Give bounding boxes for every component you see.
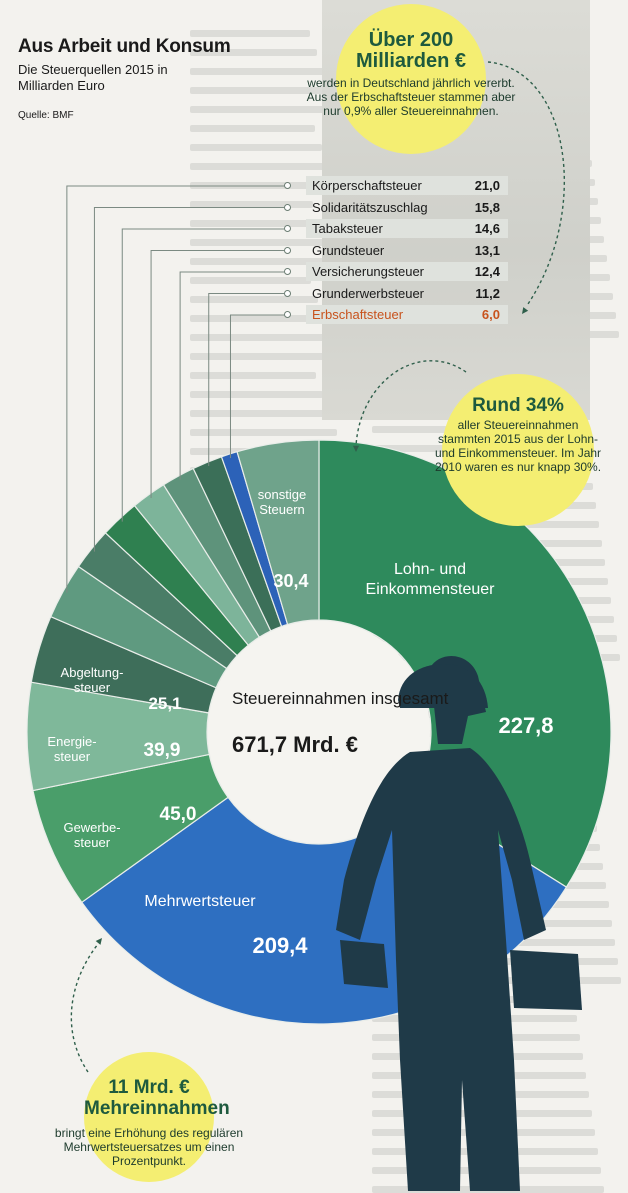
worker-silhouette-part (510, 950, 582, 1010)
table-row-value: 12,4 (474, 264, 500, 279)
slice-name-line: Abgeltung- (60, 665, 124, 680)
value-label-mehrwertsteuer: 209,4 (252, 933, 308, 958)
table-row-value: 11,2 (475, 285, 500, 301)
table-row-value: 13,1 (474, 242, 500, 258)
slice-name-line: Mehrwertsteuer (144, 893, 256, 910)
table-row (306, 219, 508, 238)
arrow-to-erbschaftsteuer-head (522, 307, 528, 314)
slice-name-line: Energie- (47, 734, 97, 749)
arrow-to-vat-slice (71, 944, 98, 1072)
value-label-lohn-und-einkommensteuer: 227,8 (498, 713, 554, 738)
table-row-name: Körperschaftsteuer (312, 178, 422, 193)
table-row-name: Solidaritätszuschlag (312, 199, 428, 215)
slice-name-energy (47, 734, 96, 764)
connector-erbschaftsteuer (230, 315, 284, 458)
value-label-sonstige-steuern: 30,4 (273, 571, 309, 591)
chart-subtitle: Die Steuerquellen 2015 in Milliarden Euro (18, 62, 168, 93)
bubble-income-share (434, 374, 602, 526)
table-connector-dot (284, 182, 291, 189)
table-row (306, 305, 508, 324)
total-value: 671,7 Mrd. € (232, 732, 358, 757)
slice-name-line: Einkommensteuer (365, 581, 495, 598)
table-connector-dot (284, 311, 291, 318)
table-row-name: Tabaksteuer (312, 221, 383, 236)
chart-source: Quelle: BMF (18, 110, 74, 121)
slice-name-line: steuer (53, 749, 91, 764)
connector-grunderwerbsteuer (209, 294, 284, 466)
table-row-name: Versicherungsteuer (312, 264, 425, 279)
table-row (306, 241, 508, 260)
table-connector-dot (284, 204, 291, 211)
table-row-value: 15,8 (474, 199, 500, 215)
table-row-name: Grunderwerbsteuer (312, 285, 424, 301)
table-row-name: Grundsteuer (312, 242, 385, 258)
table-row (306, 198, 508, 217)
bubble-vat (54, 1052, 244, 1182)
bubble-inheritance-headline: Über 200 Milliarden € (355, 29, 467, 72)
total-label: Steuereinnahmen insgesamt (232, 689, 449, 708)
table-connector-dot (284, 225, 291, 232)
table-connector-dot (284, 247, 291, 254)
arrow-to-vat-slice-head (96, 938, 102, 945)
table-row (306, 176, 508, 195)
slice-name-line: steuer (73, 680, 111, 695)
bubble-inheritance-text: werden in Deutschland jährlich vererbt. Aus der Erbschaftsteuer stammen aber nur 0,9% aller Steuereinnahmen. (306, 76, 516, 118)
table-connector-dot (284, 268, 291, 275)
bubble-income-share-headline: Rund 34% (472, 395, 564, 416)
worker-silhouette-part (340, 940, 388, 988)
bubble-vat-text: bringt eine Erhöhung des regulären Mehrwertsteuersatzes um einen Prozentpunkt. (54, 1126, 244, 1168)
chart-title: Aus Arbeit und Konsum (18, 36, 231, 57)
value-label-energiesteuer: 39,9 (143, 740, 181, 761)
table-connector-dot (284, 290, 291, 297)
table-row-name: Erbschaftsteuer (312, 307, 404, 322)
table-row-value: 6,0 (481, 307, 500, 322)
slice-name-other (258, 487, 306, 517)
slice-name-vat (144, 893, 256, 910)
bubble-inheritance (306, 4, 516, 154)
table-row-value: 21,0 (474, 178, 500, 193)
table-row-value: 14,6 (474, 221, 500, 236)
table-row (306, 284, 508, 303)
slice-name-line: steuer (73, 835, 111, 850)
slice-name-line: Steuern (259, 502, 305, 517)
value-label-gewerbesteuer: 45,0 (159, 804, 197, 825)
bubble-vat-headline: 11 Mrd. € Mehreinnahmen (84, 1077, 230, 1119)
slice-name-line: sonstige (257, 487, 307, 502)
slice-name-line: Gewerbe- (63, 820, 121, 835)
bubble-income-share-text: aller Steuereinnahmen stammten 2015 aus der Lohn- und Einkommensteuer. Im Jahr 2010 waren es nur knapp 30%. (434, 418, 602, 474)
slice-name-line: Lohn- und (393, 561, 467, 578)
table-row (306, 262, 508, 281)
value-label-abgeltungsteuer: 25,1 (148, 694, 182, 713)
